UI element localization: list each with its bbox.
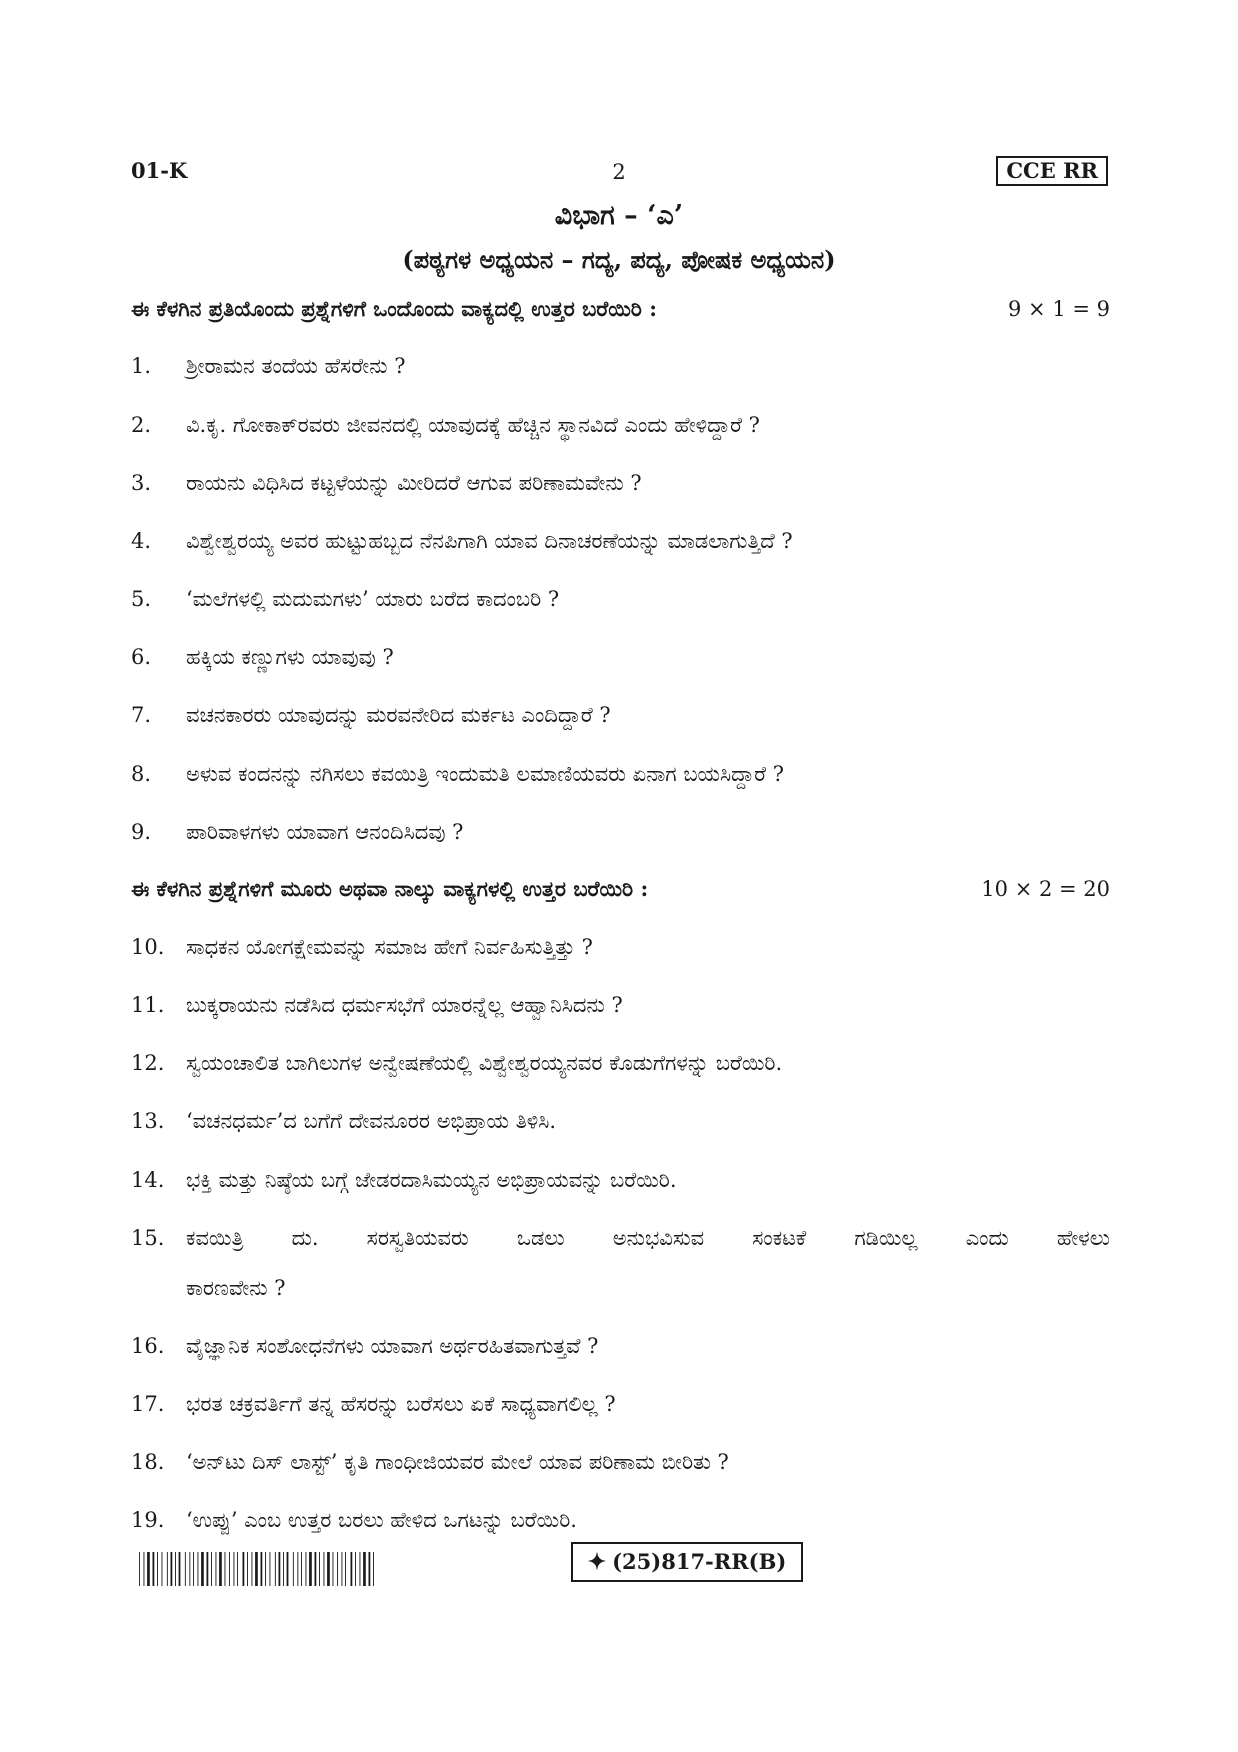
part2-instruction bbox=[131, 872, 1110, 906]
part2-marks: 10 × 2 = 20 bbox=[981, 877, 1110, 901]
barcode-bar bbox=[345, 1552, 346, 1586]
barcode-bar bbox=[179, 1552, 181, 1586]
part1-instruction bbox=[131, 292, 1110, 326]
barcode-bar bbox=[252, 1552, 253, 1586]
barcode-bar bbox=[139, 1552, 140, 1586]
question-text: ಕವಯಿತ್ರಿ ದು. ಸರಸ್ವತಿಯವರು ಒಡಲು ಅನುಭವಿಸುವ ಸಂಕಟಕೆ ಗಡಿಯಿಲ್ಲ ಎಂದು ಹೇಳಲು bbox=[186, 1226, 1110, 1250]
barcode-bar bbox=[185, 1552, 186, 1586]
question-text: ಅಳುವ ಕಂದನನ್ನು ನಗಿಸಲು ಕವಯಿತ್ರಿ ಇಂದುಮತಿ ಲಮಾಣಿಯವರು ಏನಾಗ ಬಯಸಿದ್ದಾರೆ ? bbox=[186, 762, 784, 786]
barcode-bar bbox=[211, 1552, 212, 1586]
barcode-bar bbox=[270, 1552, 271, 1586]
barcode-bar bbox=[162, 1552, 163, 1586]
question-number: 9. bbox=[131, 820, 152, 844]
question-number: 3. bbox=[131, 471, 152, 495]
question-number: 2. bbox=[131, 413, 152, 437]
barcode-bar bbox=[301, 1552, 302, 1586]
barcode-bar bbox=[319, 1552, 320, 1586]
barcode-bar bbox=[293, 1552, 294, 1586]
barcode-bar bbox=[243, 1552, 245, 1586]
barcode-bar bbox=[369, 1552, 371, 1586]
question-text: ಸ್ವಯಂಚಾಲಿತ ಬಾಗಿಲುಗಳ ಅನ್ವೇಷಣೆಯಲ್ಲಿ ವಿಶ್ವೇಶ್ವರಯ್ಯನವರ ಕೊಡುಗೆಗಳನ್ನು ಬರೆಯಿರಿ. bbox=[186, 1051, 783, 1075]
question-number: 8. bbox=[131, 762, 152, 786]
barcode-bar bbox=[337, 1552, 338, 1586]
barcode-bar bbox=[342, 1552, 343, 1586]
barcode-bar bbox=[167, 1552, 168, 1586]
question-number: 16. bbox=[131, 1334, 165, 1358]
barcode-bar bbox=[237, 1552, 238, 1586]
question-text: ‘ಉಪ್ಪು’ ಎಂಬ ಉತ್ತರ ಬರಲು ಹೇಳಿದ ಒಗಟನ್ನು ಬರೆಯಿರಿ. bbox=[186, 1508, 577, 1532]
barcode-bar bbox=[261, 1552, 263, 1586]
barcode-bar bbox=[147, 1552, 150, 1586]
question-text: ಭಕ್ತಿ ಮತ್ತು ನಿಷ್ಠೆಯ ಬಗ್ಗೆ ಜೇಡರದಾಸಿಮಯ್ಯನ ಅಭಿಪ್ರಾಯವನ್ನು ಬರೆಯಿರಿ. bbox=[186, 1168, 677, 1192]
barcode-bar bbox=[297, 1552, 298, 1586]
question-text: ಹಕ್ಕಿಯ ಕಣ್ಣುಗಳು ಯಾವುವು ? bbox=[186, 645, 394, 669]
barcode-bar bbox=[309, 1552, 312, 1586]
question-number: 4. bbox=[131, 529, 152, 553]
barcode-bar bbox=[207, 1552, 209, 1586]
barcode-bar bbox=[373, 1552, 374, 1586]
question-number: 7. bbox=[131, 703, 152, 727]
question-text: ರಾಯನು ವಿಧಿಸಿದ ಕಟ್ಟಳೆಯನ್ನು ಮೀರಿದರೆ ಆಗುವ ಪರಿಣಾಮವೇನು ? bbox=[186, 471, 642, 495]
question-number: 19. bbox=[131, 1508, 165, 1532]
barcode-bar bbox=[255, 1552, 258, 1586]
question-number: 5. bbox=[131, 587, 152, 611]
question-number: 10. bbox=[131, 935, 165, 959]
barcode-bar bbox=[247, 1552, 248, 1586]
barcode-bar bbox=[287, 1552, 289, 1586]
question-number: 11. bbox=[131, 993, 165, 1017]
paper-code: 01-K bbox=[131, 158, 188, 183]
barcode-bar bbox=[189, 1552, 190, 1586]
four-point-star-icon: ✦ bbox=[587, 1549, 607, 1575]
question-paper-code-box bbox=[571, 1542, 803, 1582]
question-text: ಶ್ರೀರಾಮನ ತಂದೆಯ ಹೆಸರೇನು ? bbox=[186, 354, 406, 378]
question-number: 14. bbox=[131, 1168, 165, 1192]
question-number: 15. bbox=[131, 1226, 165, 1250]
question-number: 13. bbox=[131, 1109, 165, 1133]
barcode-bar bbox=[363, 1552, 366, 1586]
barcode-bar bbox=[279, 1552, 281, 1586]
question-number: 12. bbox=[131, 1051, 165, 1075]
barcode-bar bbox=[234, 1552, 235, 1586]
barcode-bar bbox=[216, 1552, 217, 1586]
question-paper-code: (25)817-RR(B) bbox=[612, 1549, 787, 1574]
barcode-bar bbox=[265, 1552, 266, 1586]
barcode-bar bbox=[153, 1552, 155, 1586]
barcode-bar bbox=[351, 1552, 353, 1586]
section-subtitle: (ಪಠ್ಯಗಳ ಅಧ್ಯಯನ – ಗದ್ಯ, ಪದ್ಯ, ಪೋಷಕ ಅಧ್ಯಯನ) bbox=[402, 245, 836, 274]
question-text: ಸಾಧಕನ ಯೋಗಕ್ಷೇಮವನ್ನು ಸಮಾಜ ಹೇಗೆ ನಿರ್ವಹಿಸುತ್ತಿತ್ತು ? bbox=[186, 935, 593, 959]
barcode-bar bbox=[219, 1552, 222, 1586]
part1-marks: 9 × 1 = 9 bbox=[1008, 297, 1110, 321]
question-number: 17. bbox=[131, 1392, 165, 1416]
part1-instruction-text: ಈ ಕೆಳಗಿನ ಪ್ರತಿಯೊಂದು ಪ್ರಶ್ನೆಗಳಿಗೆ ಒಂದೊಂದು ವಾಕ್ಯದಲ್ಲಿ ಉತ್ತರ ಬರೆಯಿರಿ : bbox=[131, 296, 657, 321]
barcode-bar bbox=[283, 1552, 284, 1586]
question-number: 1. bbox=[131, 354, 152, 378]
barcode-bar bbox=[327, 1552, 330, 1586]
barcode-bar bbox=[275, 1552, 276, 1586]
barcode-bar bbox=[175, 1552, 176, 1586]
question-text: ವಿಶ್ವೇಶ್ವರಯ್ಯ ಅವರ ಹುಟ್ಟುಹಬ್ಬದ ನೆನಪಿಗಾಗಿ ಯಾವ ದಿನಾಚರಣೆಯನ್ನು ಮಾಡಲಾಗುತ್ತಿದೆ ? bbox=[186, 529, 793, 553]
part2-instruction-text: ಈ ಕೆಳಗಿನ ಪ್ರಶ್ನೆಗಳಿಗೆ ಮೂರು ಅಥವಾ ನಾಲ್ಕು ವಾಕ್ಯಗಳಲ್ಲಿ ಉತ್ತರ ಬರೆಯಿರಿ : bbox=[131, 876, 649, 901]
barcode-bar bbox=[157, 1552, 158, 1586]
question-text: ‘ವಚನಧರ್ಮ’ದ ಬಗೆಗೆ ದೇವನೂರರ ಅಭಿಪ್ರಾಯ ತಿಳಿಸಿ. bbox=[186, 1109, 557, 1133]
barcode-bar bbox=[324, 1552, 325, 1586]
question-text: ವೈಜ್ಞಾನಿಕ ಸಂಶೋಧನೆಗಳು ಯಾವಾಗ ಅರ್ಥರಹಿತವಾಗುತ್ತವೆ ? bbox=[186, 1334, 599, 1358]
barcode-bar bbox=[225, 1552, 226, 1586]
barcode-bar bbox=[333, 1552, 334, 1586]
question-text: ಬುಕ್ಕರಾಯನು ನಡೆಸಿದ ಧರ್ಮಸಭೆಗೆ ಯಾರನ್ನೆಲ್ಲ ಆಹ್ವಾನಿಸಿದನು ? bbox=[186, 993, 623, 1017]
section-title: ವಿಭಾಗ – ‘ಎ’ bbox=[554, 200, 684, 231]
barcode bbox=[139, 1552, 377, 1586]
question-text: ವಿ.ಕೃ. ಗೋಕಾಕ್‌ರವರು ಜೀವನದಲ್ಲಿ ಯಾವುದಕ್ಕೆ ಹೆಚ್ಚಿನ ಸ್ಥಾನವಿದೆ ಎಂದು ಹೇಳಿದ್ದಾರೆ ? bbox=[186, 413, 760, 437]
question-number: 6. bbox=[131, 645, 152, 669]
question-text: ವಚನಕಾರರು ಯಾವುದನ್ನು ಮರವನೇರಿದ ಮರ್ಕಟ ಎಂದಿದ್ದಾರೆ ? bbox=[186, 703, 611, 727]
barcode-bar bbox=[171, 1552, 173, 1586]
question-text: ಕಾರಣವೇನು ? bbox=[186, 1276, 286, 1300]
question-text: ಭರತ ಚಕ್ರವರ್ತಿಗೆ ತನ್ನ ಹೆಸರನ್ನು ಬರೆಸಲು ಏಕೆ ಸಾಧ್ಯವಾಗಲಿಲ್ಲ ? bbox=[186, 1392, 616, 1416]
page-number: 2 bbox=[612, 160, 626, 184]
barcode-bar bbox=[198, 1552, 199, 1586]
question-text: ಪಾರಿವಾಳಗಳು ಯಾವಾಗ ಆನಂದಿಸಿದವು ? bbox=[186, 820, 464, 844]
barcode-bar bbox=[193, 1552, 194, 1586]
barcode-bar bbox=[144, 1552, 145, 1586]
barcode-bar bbox=[355, 1552, 356, 1586]
barcode-bar bbox=[229, 1552, 230, 1586]
barcode-bar bbox=[360, 1552, 361, 1586]
question-text: ‘ಅನ್‌ಟು ದಿಸ್ ಲಾಸ್ಟ್’ ಕೃತಿ ಗಾಂಧೀಜಿಯವರ ಮೇಲೆ ಯಾವ ಪರಿಣಾಮ ಬೀರಿತು ? bbox=[186, 1450, 729, 1474]
barcode-bar bbox=[315, 1552, 317, 1586]
barcode-bar bbox=[306, 1552, 307, 1586]
question-number: 18. bbox=[131, 1450, 165, 1474]
series-code-box: CCE RR bbox=[996, 156, 1108, 186]
question-text: ‘ಮಲೆಗಳಲ್ಲಿ ಮದುಮಗಳು’ ಯಾರು ಬರೆದ ಕಾದಂಬರಿ ? bbox=[186, 587, 560, 611]
barcode-bar bbox=[201, 1552, 204, 1586]
